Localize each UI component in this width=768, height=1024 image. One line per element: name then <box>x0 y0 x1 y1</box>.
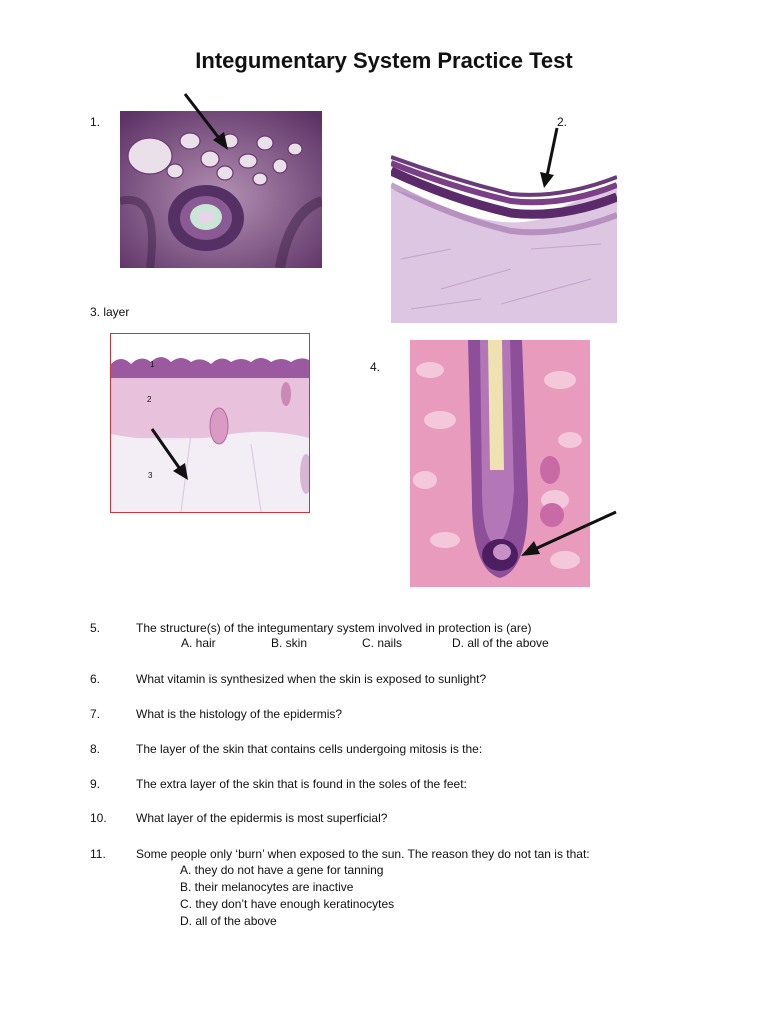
image-label-1: 1. <box>90 115 101 129</box>
layer-marker-1: 1 <box>150 360 155 369</box>
option-c: C. they don’t have enough keratinocytes <box>180 897 395 911</box>
arrow-icon <box>148 425 198 485</box>
histology-image-2 <box>391 149 617 323</box>
image-label-2: 2. <box>557 115 568 129</box>
histology-image-3 <box>110 333 310 513</box>
option-a: A. hair <box>181 636 216 650</box>
arrow-icon <box>180 90 240 160</box>
option-d: D. all of the above <box>180 914 277 928</box>
image-label-3: 3. layer <box>90 305 130 319</box>
page-title: Integumentary System Practice Test <box>195 48 573 73</box>
arrow-icon <box>515 507 620 562</box>
option-a: A. they do not have a gene for tanning <box>180 863 384 877</box>
option-b: B. their melanocytes are inactive <box>180 880 354 894</box>
image-label-4: 4. <box>370 360 381 374</box>
layer-marker-3: 3 <box>148 471 153 480</box>
option-c: C. nails <box>362 636 403 650</box>
arrow-icon <box>530 124 570 194</box>
question-11-options <box>180 862 394 930</box>
layer-marker-2: 2 <box>147 395 152 404</box>
option-d: D. all of the above <box>452 636 549 650</box>
option-b: B. skin <box>271 636 308 650</box>
